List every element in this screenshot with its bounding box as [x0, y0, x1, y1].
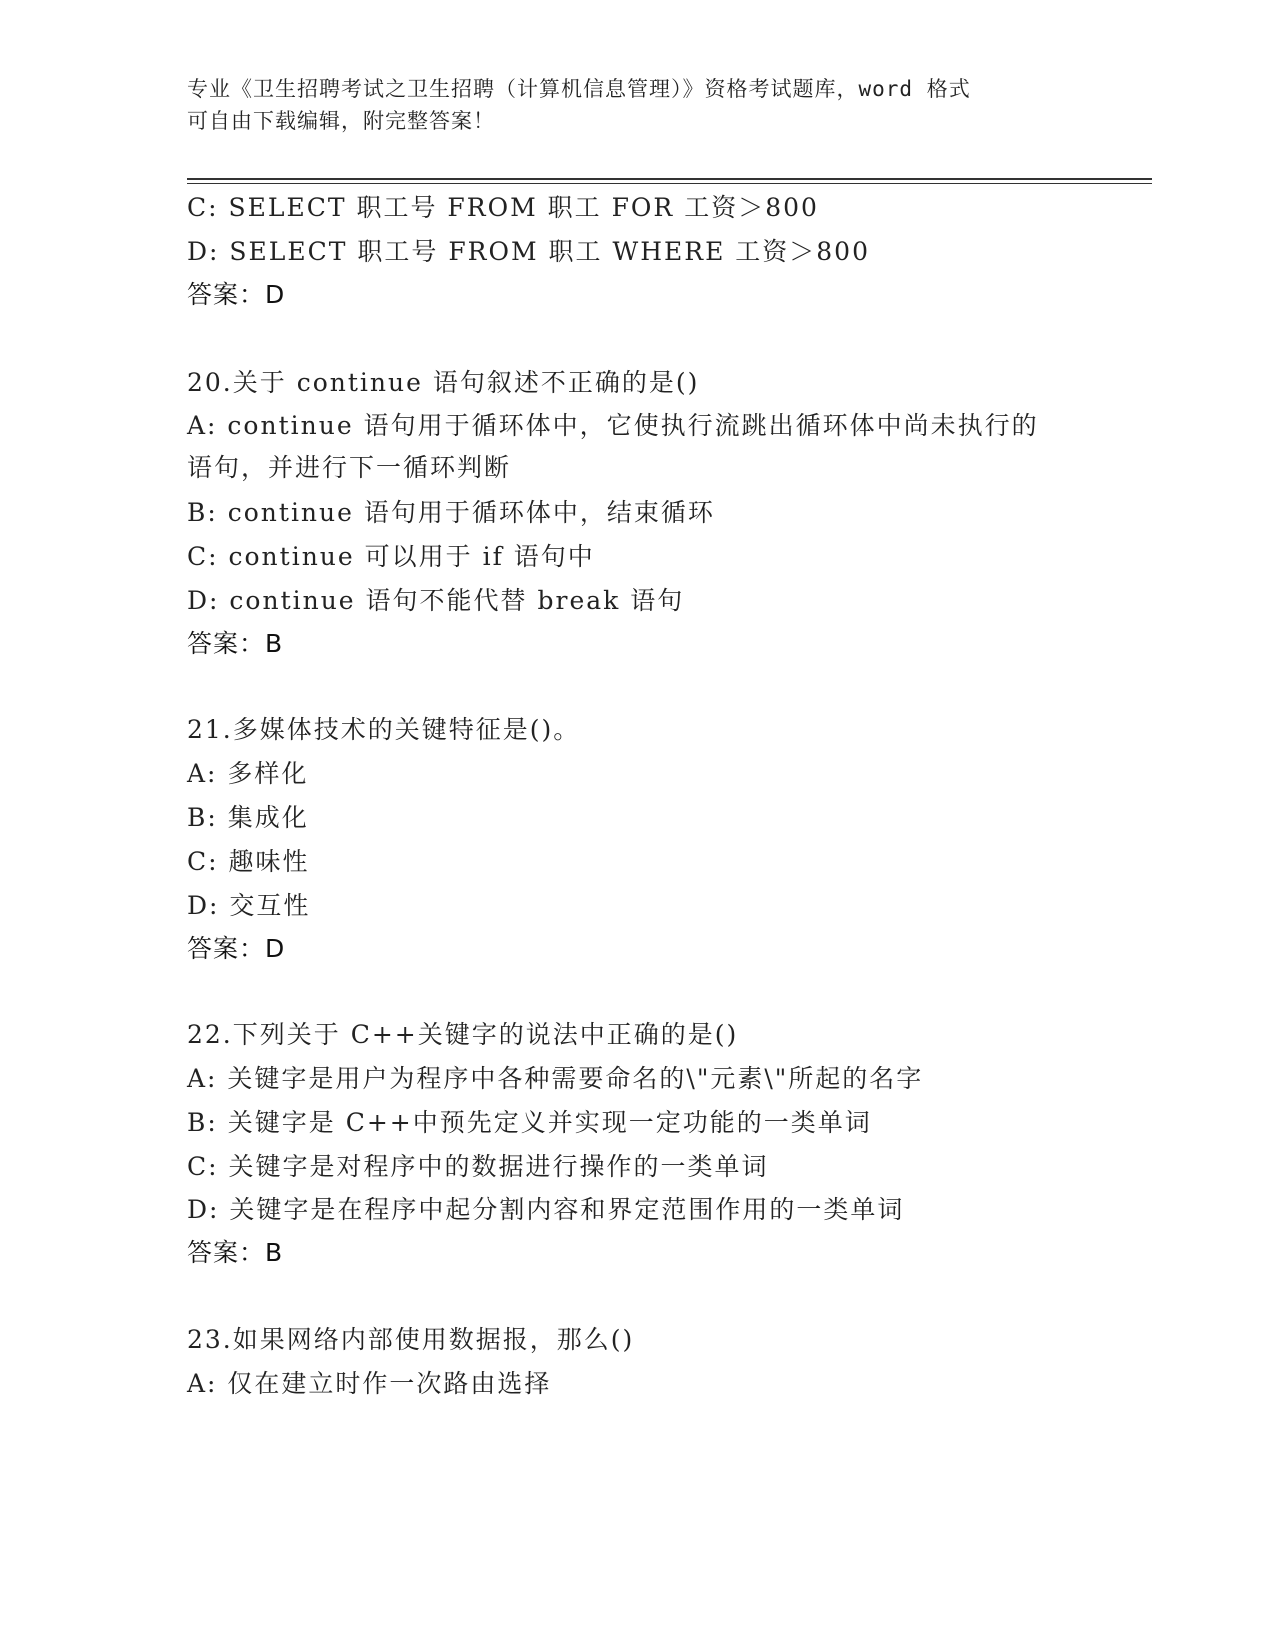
header-divider-thick	[187, 178, 1152, 180]
q21-answer: 答案：D	[187, 934, 286, 963]
q20-stem: 20.关于 continue 语句叙述不正确的是()	[187, 368, 700, 397]
q19-option-c: C: SELECT 职工号 FROM 职工 FOR 工资＞800	[187, 193, 819, 222]
q21-stem: 21.多媒体技术的关键特征是()。	[187, 715, 581, 744]
q20-option-c: C: continue 可以用于 if 语句中	[187, 542, 595, 571]
q19-option-d: D: SELECT 职工号 FROM 职工 WHERE 工资＞800	[187, 237, 870, 266]
q23-option-a: A: 仅在建立时作一次路由选择	[187, 1369, 552, 1398]
q20-option-a-line-2: 语句，并进行下一循环判断	[187, 453, 512, 482]
q21-option-d: D: 交互性	[187, 891, 311, 920]
q21-option-b: B: 集成化	[187, 803, 309, 832]
q22-option-b: B: 关键字是 C++中预先定义并实现一定功能的一类单词	[187, 1108, 872, 1137]
header-line-2: 可自由下载编辑，附完整答案！	[187, 109, 495, 133]
q20-option-d: D: continue 语句不能代替 break 语句	[187, 586, 685, 615]
header-divider-thin	[187, 183, 1152, 184]
q21-option-c: C: 趣味性	[187, 847, 310, 876]
q20-option-b: B: continue 语句用于循环体中，结束循环	[187, 498, 715, 527]
q22-option-c: C: 关键字是对程序中的数据进行操作的一类单词	[187, 1152, 769, 1181]
document-header	[187, 73, 1097, 137]
q22-option-a: A: 关键字是用户为程序中各种需要命名的\"元素\"所起的名字	[187, 1064, 924, 1093]
q21-option-a: A: 多样化	[187, 759, 309, 788]
q22-answer: 答案：B	[187, 1238, 284, 1267]
q20-option-a-line-1: A: continue 语句用于循环体中，它使执行流跳出循环体中尚未执行的	[187, 411, 1039, 440]
q22-stem: 22.下列关于 C++关键字的说法中正确的是()	[187, 1020, 739, 1049]
header-line-1: 专业《卫生招聘考试之卫生招聘（计算机信息管理）》资格考试题库，word 格式	[187, 77, 971, 101]
q19-answer: 答案：D	[187, 280, 286, 309]
q23-stem: 23.如果网络内部使用数据报，那么()	[187, 1325, 635, 1354]
q22-option-d: D: 关键字是在程序中起分割内容和界定范围作用的一类单词	[187, 1195, 905, 1224]
q20-answer: 答案：B	[187, 629, 284, 658]
